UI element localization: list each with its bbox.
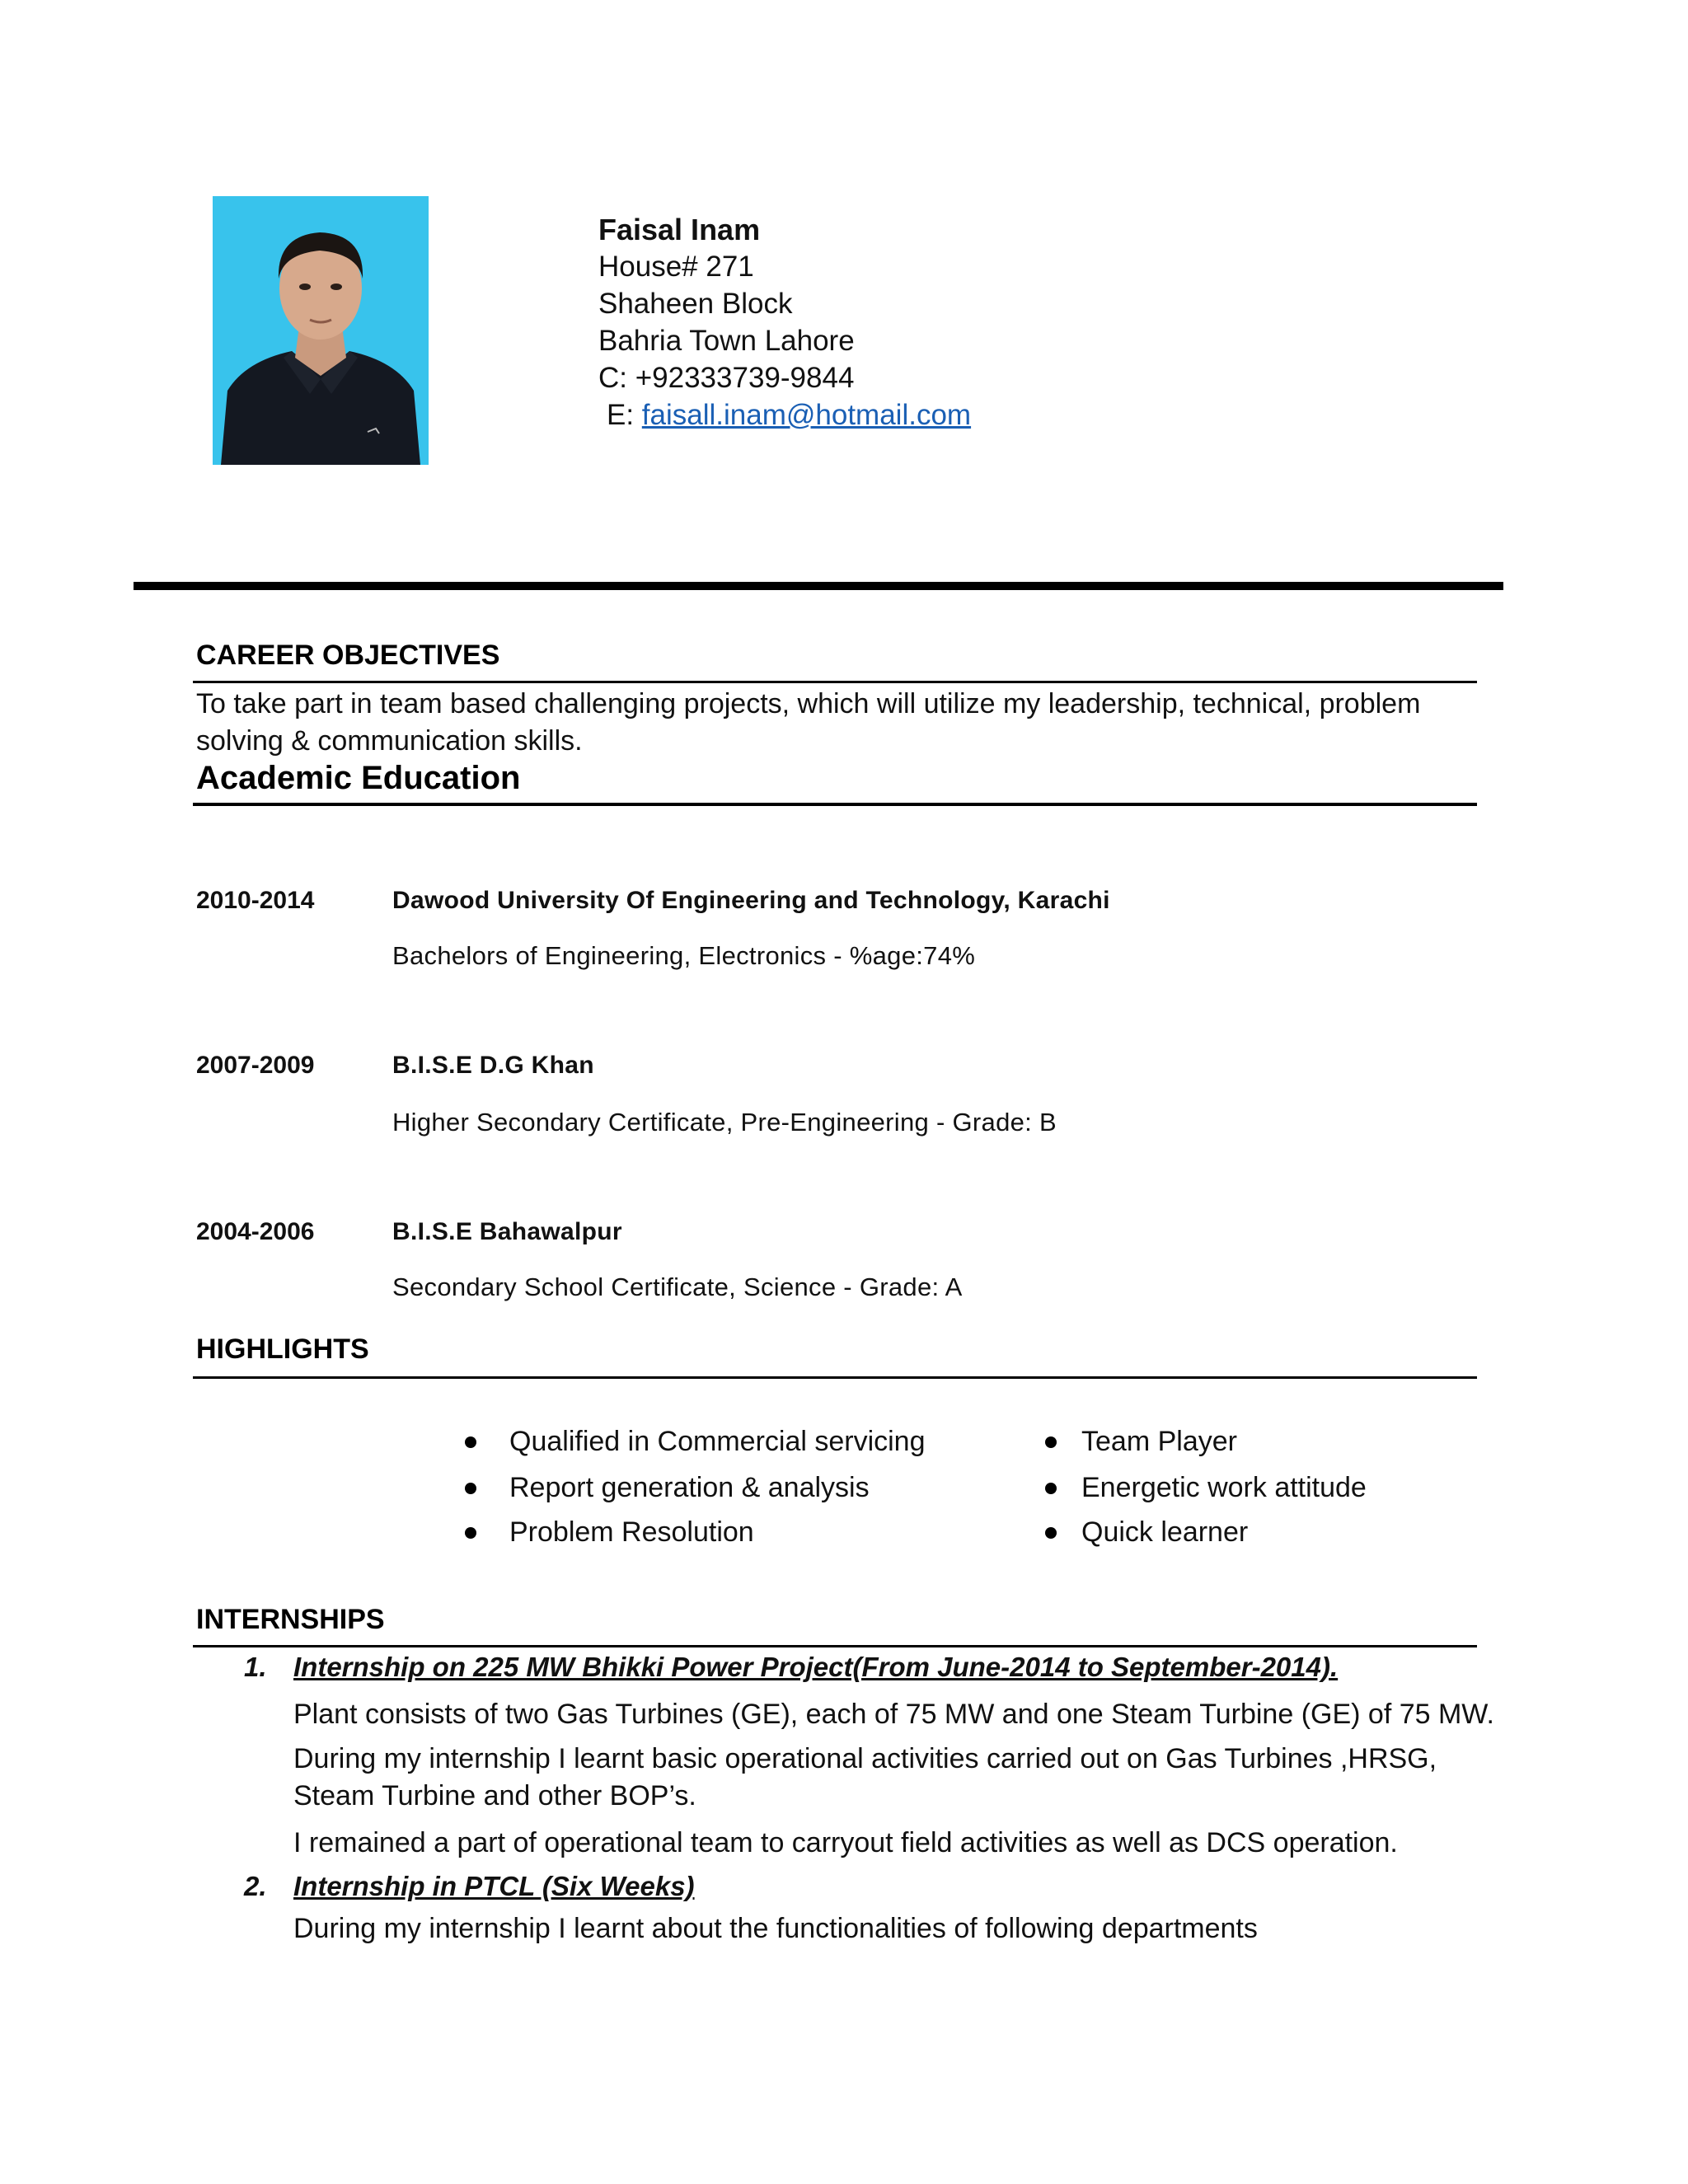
edu-years: 2007-2009 [196,1052,315,1079]
career-objectives-rule [193,681,1477,683]
highlight-item: Quick learner [1045,1516,1248,1549]
email-prefix: E: [607,399,642,431]
contact-block [598,211,971,434]
internship-heading: Internship in PTCL (Six Weeks) [293,1871,695,1901]
internship-number: 1. [244,1652,267,1682]
edu-degree: Secondary School Certificate, Science - Grade: A [392,1272,963,1301]
academic-education-rule [193,803,1477,806]
edu-degree: Higher Secondary Certificate, Pre-Engineering - Grade: B [392,1108,1057,1137]
internships-rule [193,1645,1477,1647]
highlight-item: Team Player [1045,1426,1237,1458]
highlight-item: Problem Resolution [465,1516,754,1549]
edu-institution: B.I.S.E D.G Khan [392,1052,594,1079]
bullet-icon [1045,1436,1057,1448]
address-line-3: Bahria Town Lahore [598,325,855,357]
highlight-item: Energetic work attitude [1045,1472,1367,1504]
internship-detail: I remained a part of operational team to carryout field activities as well as DCS operation. [293,1827,1398,1858]
bullet-icon [465,1527,476,1539]
internship-detail: During my internship I learnt basic operational activities carried out on Gas Turbines ,HRSG, Steam Turbine and other BOP’s. [293,1743,1437,1811]
internship-detail: Plant consists of two Gas Turbines (GE), each of 75 MW and one Steam Turbine (GE) of 75 MW. [293,1699,1494,1730]
internship-number: 2. [244,1871,267,1901]
phone-number: C: +92333739-9844 [598,362,855,394]
career-objectives-text [196,686,1482,760]
highlight-item: Qualified in Commercial servicing [465,1426,926,1458]
bullet-icon [1045,1527,1057,1539]
bullet-icon [1045,1483,1057,1494]
bullet-icon [465,1483,476,1494]
header-divider [134,582,1503,590]
edu-institution: Dawood University Of Engineering and Technology, Karachi [392,887,1110,914]
internship-detail: During my internship I learnt about the functionalities of following departments [293,1913,1258,1944]
highlights-title: HIGHLIGHTS [196,1333,369,1365]
email-link[interactable]: faisall.inam@hotmail.com [641,399,972,431]
edu-years: 2004-2006 [196,1218,315,1245]
career-objectives-line-2: solving & communication skills. [196,725,583,757]
career-objectives-title: CAREER OBJECTIVES [196,640,500,671]
profile-photo [213,196,429,465]
academic-education-title: Academic Education [196,760,521,796]
address-line-1: House# 271 [598,251,754,283]
bullet-icon [465,1436,476,1448]
address-line-2: Shaheen Block [598,288,793,320]
email-line [598,396,971,434]
highlight-item: Report generation & analysis [465,1472,870,1504]
edu-institution: B.I.S.E Bahawalpur [392,1218,622,1245]
internship-heading: Internship on 225 MW Bhikki Power Project(From June-2014 to September-2014). [293,1652,1339,1682]
career-objectives-line-1: To take part in team based challenging projects, which will utilize my leadership, technical, problem [196,688,1421,719]
candidate-name: Faisal Inam [598,213,761,246]
highlights-rule [193,1376,1477,1379]
internships-title: INTERNSHIPS [196,1604,385,1635]
edu-years: 2010-2014 [196,887,315,914]
edu-degree: Bachelors of Engineering, Electronics - %age:74% [392,941,976,970]
